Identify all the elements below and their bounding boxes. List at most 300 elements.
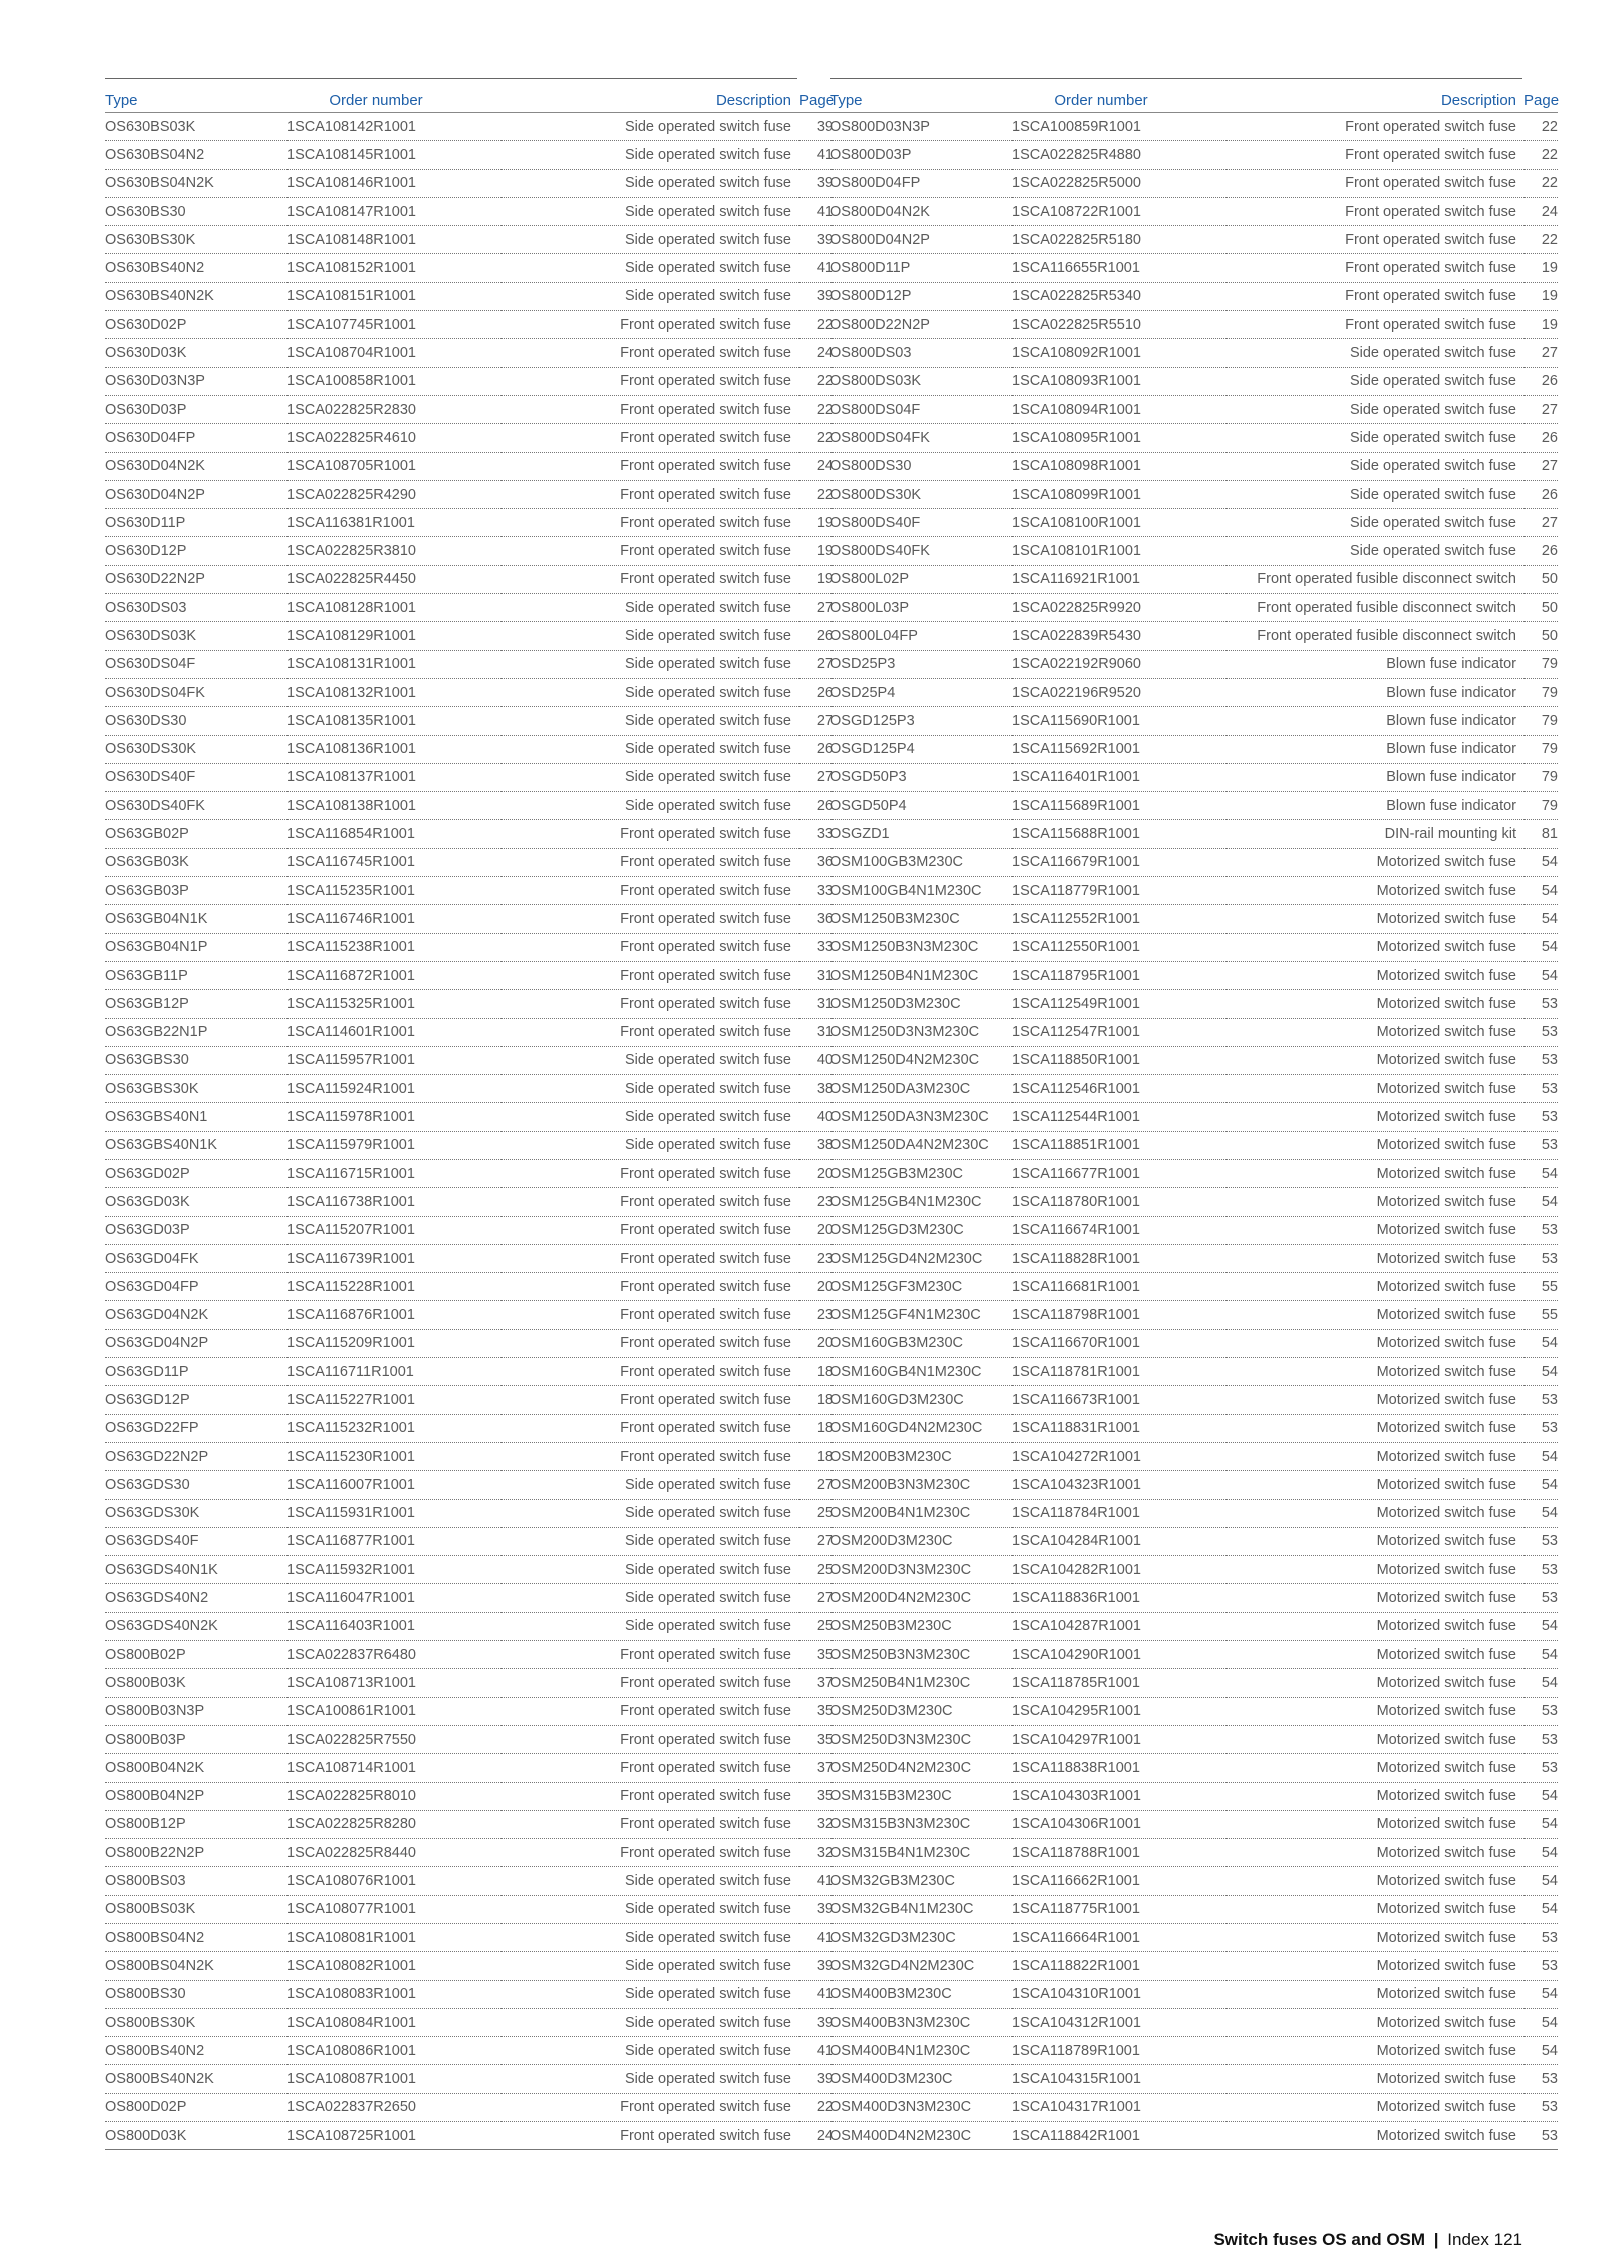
cell-page: 54 [1524, 1980, 1558, 2008]
table-row [105, 1471, 833, 1499]
table-row [105, 1527, 833, 1555]
cell-order-number: 1SCA108151R1001 [287, 282, 501, 310]
cell-description: Side operated switch fuse [501, 1499, 799, 1527]
table-header-row [105, 79, 833, 113]
cell-description: Blown fuse indicator [1226, 735, 1524, 763]
cell-page: 53 [1524, 1018, 1558, 1046]
cell-type: OS630DS04F [105, 650, 287, 678]
cell-order-number: 1SCA112549R1001 [1012, 990, 1226, 1018]
cell-order-number: 1SCA108138R1001 [287, 792, 501, 820]
cell-page: 27 [1524, 452, 1558, 480]
cell-description: Side operated switch fuse [501, 792, 799, 820]
cell-order-number: 1SCA108135R1001 [287, 707, 501, 735]
cell-page: 54 [1524, 1810, 1558, 1838]
cell-type: OS63GBS40N1 [105, 1103, 287, 1131]
cell-type: OS63GB11P [105, 961, 287, 989]
cell-order-number: 1SCA022825R5180 [1012, 226, 1226, 254]
cell-page: 22 [1524, 169, 1558, 197]
cell-order-number: 1SCA108129R1001 [287, 622, 501, 650]
table-row [830, 622, 1558, 650]
cell-type: OS63GD11P [105, 1358, 287, 1386]
cell-order-number: 1SCA022825R8440 [287, 1839, 501, 1867]
cell-page: 53 [1524, 1244, 1558, 1272]
cell-type: OS630D03K [105, 339, 287, 367]
table-row [830, 848, 1558, 876]
cell-type: OS630BS40N2K [105, 282, 287, 310]
table-row [830, 452, 1558, 480]
cell-page: 20 [799, 1329, 833, 1357]
cell-page: 19 [799, 509, 833, 537]
cell-type: OS630D02P [105, 311, 287, 339]
cell-order-number: 1SCA104315R1001 [1012, 2065, 1226, 2093]
cell-description: Front operated switch fuse [501, 1386, 799, 1414]
table-row [105, 1782, 833, 1810]
table-row [105, 1018, 833, 1046]
table-row [830, 1867, 1558, 1895]
cell-page: 53 [1524, 2122, 1558, 2150]
cell-order-number: 1SCA022825R4450 [287, 565, 501, 593]
cell-page: 54 [1524, 1442, 1558, 1470]
table-row [830, 169, 1558, 197]
table-row [830, 1244, 1558, 1272]
table-row [830, 707, 1558, 735]
cell-order-number: 1SCA116381R1001 [287, 509, 501, 537]
cell-type: OS800BS40N2K [105, 2065, 287, 2093]
cell-description: Front operated switch fuse [501, 1329, 799, 1357]
cell-type: OSM100GB4N1M230C [830, 877, 1012, 905]
cell-type: OS800DS40FK [830, 537, 1012, 565]
cell-type: OSM125GD3M230C [830, 1216, 1012, 1244]
table-row [105, 197, 833, 225]
cell-page: 53 [1524, 2065, 1558, 2093]
cell-description: Motorized switch fuse [1226, 1725, 1524, 1753]
cell-type: OSM400D4N2M230C [830, 2122, 1012, 2150]
table-row [830, 1980, 1558, 2008]
cell-order-number: 1SCA108136R1001 [287, 735, 501, 763]
cell-order-number: 1SCA116670R1001 [1012, 1329, 1226, 1357]
cell-type: OSM160GD3M230C [830, 1386, 1012, 1414]
cell-page: 54 [1524, 2008, 1558, 2036]
cell-description: Front operated switch fuse [1226, 141, 1524, 169]
table-row [105, 1358, 833, 1386]
table-row [830, 141, 1558, 169]
cell-description: Motorized switch fuse [1226, 1584, 1524, 1612]
cell-description: Side operated switch fuse [501, 254, 799, 282]
cell-order-number: 1SCA022839R5430 [1012, 622, 1226, 650]
cell-type: OS63GB04N1P [105, 933, 287, 961]
table-row [105, 141, 833, 169]
cell-type: OSGD50P4 [830, 792, 1012, 820]
cell-description: Motorized switch fuse [1226, 1782, 1524, 1810]
cell-order-number: 1SCA116007R1001 [287, 1471, 501, 1499]
table-row [105, 1188, 833, 1216]
cell-type: OS800D22N2P [830, 311, 1012, 339]
cell-order-number: 1SCA108101R1001 [1012, 537, 1226, 565]
table-row [830, 1329, 1558, 1357]
cell-order-number: 1SCA108098R1001 [1012, 452, 1226, 480]
cell-type: OS63GDS40N2K [105, 1612, 287, 1640]
cell-description: Motorized switch fuse [1226, 1301, 1524, 1329]
table-header-row [830, 79, 1558, 113]
cell-page: 35 [799, 1697, 833, 1725]
cell-description: Motorized switch fuse [1226, 1499, 1524, 1527]
cell-order-number: 1SCA116715R1001 [287, 1159, 501, 1187]
cell-description: Motorized switch fuse [1226, 1980, 1524, 2008]
cell-page: 20 [799, 1273, 833, 1301]
table-row [105, 622, 833, 650]
cell-order-number: 1SCA108092R1001 [1012, 339, 1226, 367]
cell-description: Front operated switch fuse [501, 1669, 799, 1697]
cell-page: 37 [799, 1669, 833, 1697]
cell-page: 54 [1524, 1471, 1558, 1499]
cell-type: OSM125GF4N1M230C [830, 1301, 1012, 1329]
cell-description: Motorized switch fuse [1226, 1471, 1524, 1499]
cell-description: Front operated switch fuse [501, 877, 799, 905]
cell-description: Side operated switch fuse [501, 622, 799, 650]
cell-description: Motorized switch fuse [1226, 1018, 1524, 1046]
cell-page: 54 [1524, 1669, 1558, 1697]
cell-type: OS63GB22N1P [105, 1018, 287, 1046]
cell-order-number: 1SCA114601R1001 [287, 1018, 501, 1046]
cell-type: OS800DS30 [830, 452, 1012, 480]
table-row [105, 1216, 833, 1244]
cell-description: Side operated switch fuse [501, 2065, 799, 2093]
cell-page: 25 [799, 1556, 833, 1584]
cell-order-number: 1SCA118781R1001 [1012, 1358, 1226, 1386]
cell-order-number: 1SCA116403R1001 [287, 1612, 501, 1640]
cell-page: 39 [799, 1952, 833, 1980]
cell-description: Motorized switch fuse [1226, 1386, 1524, 1414]
cell-page: 79 [1524, 650, 1558, 678]
cell-type: OS800BS40N2 [105, 2037, 287, 2065]
cell-type: OS630DS40F [105, 763, 287, 791]
cell-description: Side operated switch fuse [1226, 480, 1524, 508]
table-row [830, 1358, 1558, 1386]
cell-page: 54 [1524, 1499, 1558, 1527]
cell-order-number: 1SCA022825R8010 [287, 1782, 501, 1810]
cell-description: Front operated switch fuse [501, 1442, 799, 1470]
cell-type: OS800D04N2K [830, 197, 1012, 225]
table-row [830, 1612, 1558, 1640]
cell-type: OSM125GB3M230C [830, 1159, 1012, 1187]
table-row [830, 1131, 1558, 1159]
cell-page: 19 [1524, 254, 1558, 282]
cell-description: Side operated switch fuse [501, 2008, 799, 2036]
cell-type: OS63GDS30K [105, 1499, 287, 1527]
cell-page: 41 [799, 1924, 833, 1952]
cell-page: 18 [799, 1358, 833, 1386]
cell-type: OSM125GF3M230C [830, 1273, 1012, 1301]
cell-description: Blown fuse indicator [1226, 763, 1524, 791]
cell-type: OS63GDS40N1K [105, 1556, 287, 1584]
cell-order-number: 1SCA118842R1001 [1012, 2122, 1226, 2150]
cell-type: OSM200D3N3M230C [830, 1556, 1012, 1584]
cell-order-number: 1SCA116664R1001 [1012, 1924, 1226, 1952]
cell-description: Side operated switch fuse [501, 1895, 799, 1923]
cell-page: 27 [799, 1527, 833, 1555]
cell-order-number: 1SCA104295R1001 [1012, 1697, 1226, 1725]
cell-page: 19 [1524, 282, 1558, 310]
cell-order-number: 1SCA115227R1001 [287, 1386, 501, 1414]
cell-order-number: 1SCA118836R1001 [1012, 1584, 1226, 1612]
cell-order-number: 1SCA118838R1001 [1012, 1754, 1226, 1782]
cell-order-number: 1SCA118789R1001 [1012, 2037, 1226, 2065]
cell-page: 54 [1524, 933, 1558, 961]
cell-order-number: 1SCA116673R1001 [1012, 1386, 1226, 1414]
cell-page: 27 [1524, 509, 1558, 537]
table-row [830, 1924, 1558, 1952]
cell-page: 53 [1524, 1527, 1558, 1555]
cell-order-number: 1SCA116679R1001 [1012, 848, 1226, 876]
cell-type: OS800B04N2K [105, 1754, 287, 1782]
table-row [105, 848, 833, 876]
cell-type: OSM160GB4N1M230C [830, 1358, 1012, 1386]
table-row [105, 2037, 833, 2065]
table-row [105, 1386, 833, 1414]
table-row [830, 961, 1558, 989]
cell-description: Side operated switch fuse [1226, 367, 1524, 395]
table-row [105, 1301, 833, 1329]
cell-type: OSM400D3N3M230C [830, 2093, 1012, 2121]
cell-type: OS63GDS40N2 [105, 1584, 287, 1612]
cell-description: Motorized switch fuse [1226, 961, 1524, 989]
cell-description: Side operated switch fuse [501, 1952, 799, 1980]
cell-order-number: 1SCA115979R1001 [287, 1131, 501, 1159]
cell-type: OSM250D3M230C [830, 1697, 1012, 1725]
table-row [830, 226, 1558, 254]
cell-description: Motorized switch fuse [1226, 1641, 1524, 1669]
table-row [830, 1556, 1558, 1584]
table-row [105, 1895, 833, 1923]
cell-order-number: 1SCA108131R1001 [287, 650, 501, 678]
cell-order-number: 1SCA022825R8280 [287, 1810, 501, 1838]
table-row [830, 1159, 1558, 1187]
cell-page: 53 [1524, 1046, 1558, 1074]
table-row [830, 1018, 1558, 1046]
cell-description: Front operated switch fuse [1226, 282, 1524, 310]
table-row [105, 1641, 833, 1669]
cell-page: 19 [799, 565, 833, 593]
cell-description: Side operated switch fuse [1226, 339, 1524, 367]
cell-page: 24 [799, 339, 833, 367]
cell-type: OS63GB02P [105, 820, 287, 848]
cell-description: Side operated switch fuse [501, 1046, 799, 1074]
cell-order-number: 1SCA108077R1001 [287, 1895, 501, 1923]
cell-type: OS800B03N3P [105, 1697, 287, 1725]
cell-page: 22 [799, 480, 833, 508]
cell-page: 31 [799, 961, 833, 989]
cell-page: 26 [1524, 537, 1558, 565]
cell-page: 33 [799, 933, 833, 961]
cell-page: 54 [1524, 905, 1558, 933]
table-row [105, 820, 833, 848]
cell-type: OS630BS04N2 [105, 141, 287, 169]
cell-order-number: 1SCA115232R1001 [287, 1414, 501, 1442]
table-row [830, 2065, 1558, 2093]
table-row [105, 1612, 833, 1640]
cell-type: OS800BS04N2K [105, 1952, 287, 1980]
table-row [830, 990, 1558, 1018]
cell-order-number: 1SCA116872R1001 [287, 961, 501, 989]
cell-description: Front operated switch fuse [501, 1414, 799, 1442]
cell-description: Front operated switch fuse [501, 1839, 799, 1867]
cell-description: Side operated switch fuse [501, 594, 799, 622]
cell-page: 53 [1524, 990, 1558, 1018]
cell-type: OSM1250D4N2M230C [830, 1046, 1012, 1074]
cell-description: Side operated switch fuse [501, 1980, 799, 2008]
cell-order-number: 1SCA022837R2650 [287, 2093, 501, 2121]
cell-order-number: 1SCA104282R1001 [1012, 1556, 1226, 1584]
cell-type: OS63GB04N1K [105, 905, 287, 933]
cell-description: Front operated switch fuse [501, 1018, 799, 1046]
cell-order-number: 1SCA022825R2830 [287, 395, 501, 423]
table-row [105, 2065, 833, 2093]
cell-page: 23 [799, 1301, 833, 1329]
cell-page: 50 [1524, 622, 1558, 650]
cell-type: OSM200B3M230C [830, 1442, 1012, 1470]
cell-type: OS800B12P [105, 1810, 287, 1838]
cell-type: OSD25P3 [830, 650, 1012, 678]
cell-order-number: 1SCA118798R1001 [1012, 1301, 1226, 1329]
cell-page: 35 [799, 1641, 833, 1669]
cell-description: Motorized switch fuse [1226, 1329, 1524, 1357]
table-row [830, 905, 1558, 933]
cell-description: Motorized switch fuse [1226, 1159, 1524, 1187]
cell-order-number: 1SCA108100R1001 [1012, 509, 1226, 537]
table-row [830, 2008, 1558, 2036]
cell-type: OS63GD04FK [105, 1244, 287, 1272]
cell-description: Motorized switch fuse [1226, 2008, 1524, 2036]
cell-page: 53 [1524, 1414, 1558, 1442]
cell-page: 22 [1524, 141, 1558, 169]
cell-page: 41 [799, 1980, 833, 2008]
table-row [105, 169, 833, 197]
cell-order-number: 1SCA116746R1001 [287, 905, 501, 933]
cell-order-number: 1SCA116876R1001 [287, 1301, 501, 1329]
cell-page: 37 [799, 1754, 833, 1782]
cell-page: 24 [799, 452, 833, 480]
table-row [830, 1075, 1558, 1103]
cell-order-number: 1SCA108093R1001 [1012, 367, 1226, 395]
table-row [830, 254, 1558, 282]
table-row [105, 1442, 833, 1470]
cell-type: OSM125GD4N2M230C [830, 1244, 1012, 1272]
cell-order-number: 1SCA104317R1001 [1012, 2093, 1226, 2121]
table-row [105, 113, 833, 141]
cell-type: OSD25P4 [830, 678, 1012, 706]
cell-page: 54 [1524, 1358, 1558, 1386]
cell-description: Front operated switch fuse [501, 990, 799, 1018]
table-row [830, 763, 1558, 791]
index-table-right-column [830, 78, 1560, 2150]
cell-description: Front operated switch fuse [501, 1782, 799, 1810]
cell-type: OS630D22N2P [105, 565, 287, 593]
cell-description: Motorized switch fuse [1226, 1924, 1524, 1952]
cell-order-number: 1SCA022825R5340 [1012, 282, 1226, 310]
cell-order-number: 1SCA104272R1001 [1012, 1442, 1226, 1470]
cell-type: OSM1250B3M230C [830, 905, 1012, 933]
cell-order-number: 1SCA118795R1001 [1012, 961, 1226, 989]
cell-type: OS630D04FP [105, 424, 287, 452]
cell-type: OS63GD04N2P [105, 1329, 287, 1357]
cell-page: 39 [799, 282, 833, 310]
cell-page: 36 [799, 905, 833, 933]
cell-page: 27 [799, 594, 833, 622]
cell-description: Front operated switch fuse [501, 820, 799, 848]
cell-order-number: 1SCA104303R1001 [1012, 1782, 1226, 1810]
cell-type: OSGD125P3 [830, 707, 1012, 735]
cell-type: OS63GB03P [105, 877, 287, 905]
cell-page: 54 [1524, 1612, 1558, 1640]
cell-page: 19 [799, 537, 833, 565]
header-description: Description [1440, 92, 1516, 109]
cell-description: Motorized switch fuse [1226, 1046, 1524, 1074]
cell-order-number: 1SCA112550R1001 [1012, 933, 1226, 961]
cell-type: OS63GD22FP [105, 1414, 287, 1442]
cell-order-number: 1SCA112552R1001 [1012, 905, 1226, 933]
table-row [105, 1329, 833, 1357]
table-row [830, 792, 1558, 820]
cell-type: OS630DS03K [105, 622, 287, 650]
cell-type: OS630D03P [105, 395, 287, 423]
cell-type: OS63GD22N2P [105, 1442, 287, 1470]
cell-type: OSM32GB4N1M230C [830, 1895, 1012, 1923]
cell-description: Motorized switch fuse [1226, 1103, 1524, 1131]
table-row [105, 565, 833, 593]
cell-page: 53 [1524, 1216, 1558, 1244]
cell-type: OSM200B3N3M230C [830, 1471, 1012, 1499]
cell-description: Front operated fusible disconnect switch [1226, 622, 1524, 650]
cell-description: Front operated switch fuse [1226, 197, 1524, 225]
cell-type: OS63GB03K [105, 848, 287, 876]
cell-page: 54 [1524, 1188, 1558, 1216]
cell-type: OSGD125P4 [830, 735, 1012, 763]
table-row [830, 1471, 1558, 1499]
cell-order-number: 1SCA108086R1001 [287, 2037, 501, 2065]
cell-description: Motorized switch fuse [1226, 1612, 1524, 1640]
table-row [830, 1697, 1558, 1725]
cell-page: 39 [799, 113, 833, 141]
cell-description: Motorized switch fuse [1226, 877, 1524, 905]
table-row [830, 197, 1558, 225]
cell-page: 53 [1524, 1725, 1558, 1753]
cell-type: OSM200B4N1M230C [830, 1499, 1012, 1527]
cell-description: Motorized switch fuse [1226, 1697, 1524, 1725]
cell-page: 22 [799, 395, 833, 423]
cell-type: OSM125GB4N1M230C [830, 1188, 1012, 1216]
cell-type: OS630D03N3P [105, 367, 287, 395]
cell-type: OSGD50P3 [830, 763, 1012, 791]
cell-description: Front operated switch fuse [501, 452, 799, 480]
cell-order-number: 1SCA108147R1001 [287, 197, 501, 225]
cell-order-number: 1SCA022825R4880 [1012, 141, 1226, 169]
cell-page: 39 [799, 2008, 833, 2036]
cell-type: OS800D04FP [830, 169, 1012, 197]
cell-type: OSM250D3N3M230C [830, 1725, 1012, 1753]
cell-page: 27 [799, 1471, 833, 1499]
cell-order-number: 1SCA112547R1001 [1012, 1018, 1226, 1046]
cell-order-number: 1SCA118850R1001 [1012, 1046, 1226, 1074]
cell-type: OSM1250D3M230C [830, 990, 1012, 1018]
table-row [830, 509, 1558, 537]
cell-order-number: 1SCA116738R1001 [287, 1188, 501, 1216]
cell-type: OS800B03K [105, 1669, 287, 1697]
cell-order-number: 1SCA022825R4290 [287, 480, 501, 508]
header-page: Page [1524, 92, 1560, 109]
cell-order-number: 1SCA116047R1001 [287, 1584, 501, 1612]
cell-page: 22 [799, 2093, 833, 2121]
cell-page: 32 [799, 1839, 833, 1867]
